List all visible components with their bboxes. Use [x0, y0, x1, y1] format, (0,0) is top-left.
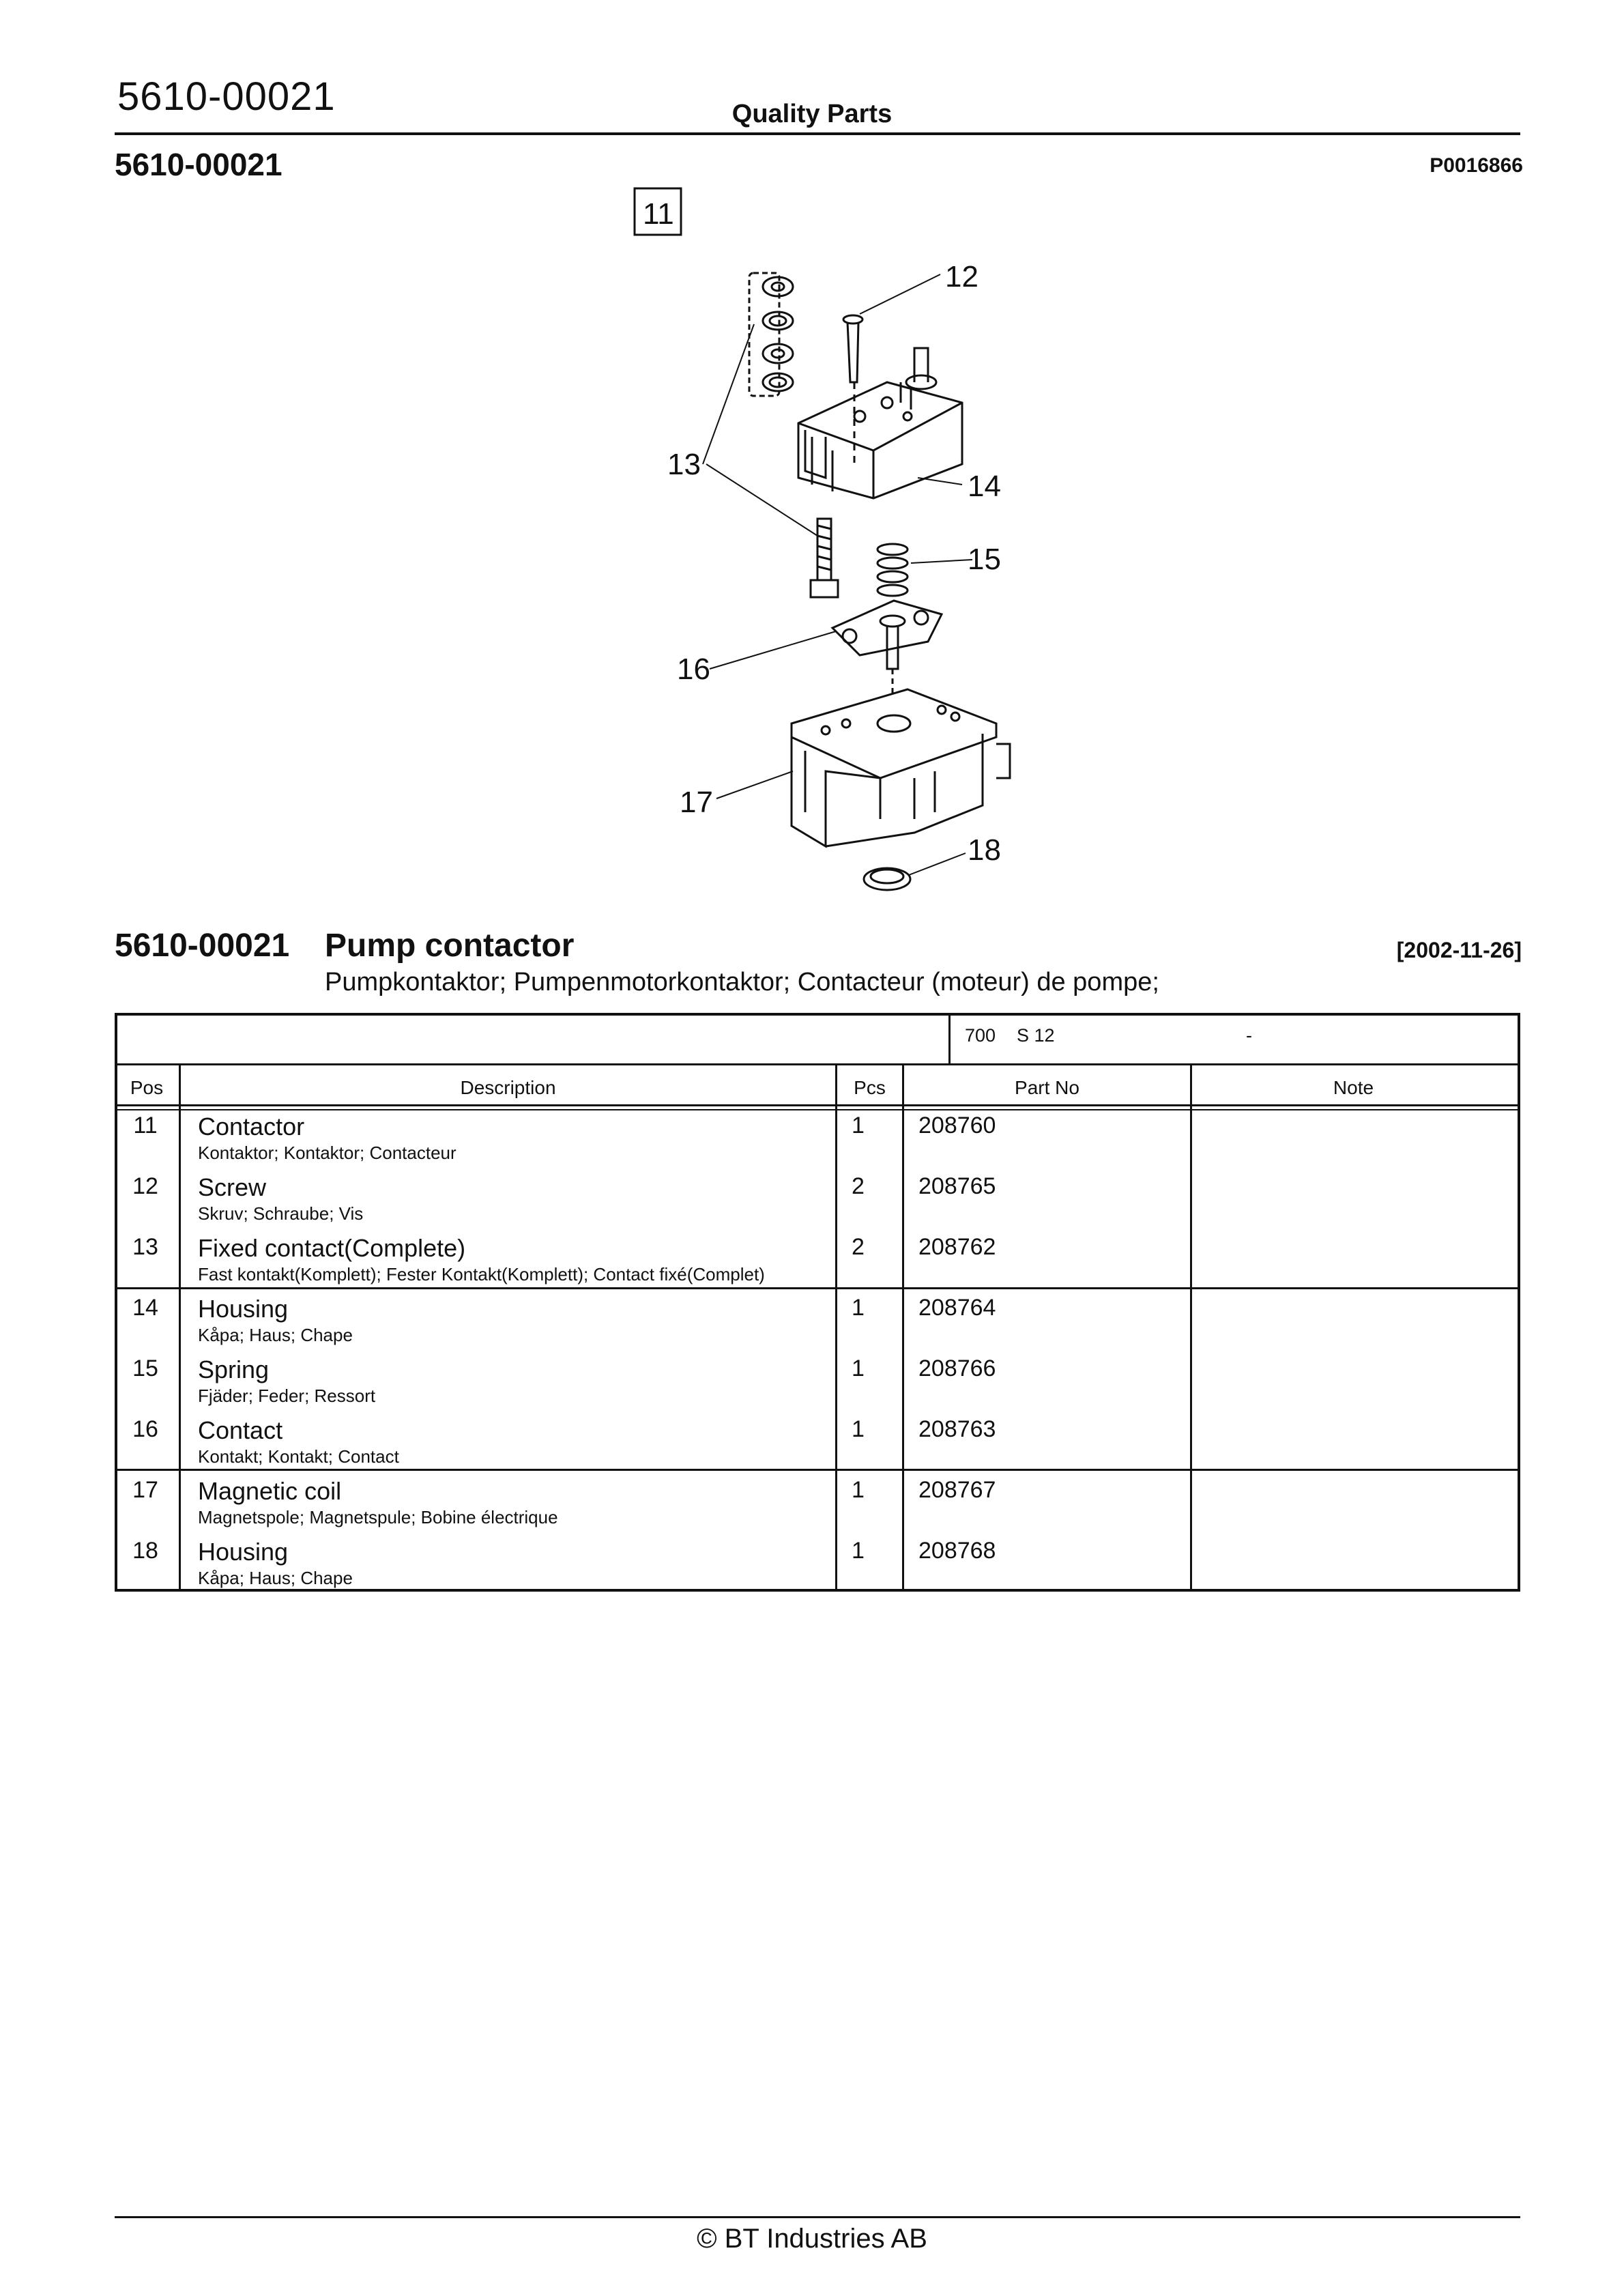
row-pos: 17: [132, 1477, 158, 1503]
row-pcs: 2: [852, 1173, 865, 1199]
model-separator: [948, 1013, 951, 1063]
row-pcs: 1: [852, 1113, 865, 1138]
callout-18: 18: [968, 833, 1001, 867]
row-pcs: 1: [852, 1416, 865, 1442]
table-header-rule-bottom: [115, 1104, 1520, 1106]
document-code: 5610-00021: [115, 147, 282, 182]
top-part-code: 5610-00021: [117, 74, 336, 119]
spring-part: [878, 544, 908, 596]
row-description: Spring: [198, 1355, 270, 1383]
fixed-contact-bolt: [811, 519, 838, 597]
part-date: [2002-11-26]: [1396, 938, 1522, 962]
row-part-no: 208767: [918, 1477, 996, 1503]
callout-12: 12: [945, 260, 978, 293]
row-part-no: 208764: [918, 1295, 996, 1321]
callout-17: 17: [680, 786, 713, 819]
row-translations: Kontakt; Kontakt; Contact: [198, 1446, 399, 1467]
row-pcs: 1: [852, 1355, 865, 1381]
housing-ring-part: [864, 868, 910, 890]
row-pos: 12: [132, 1173, 158, 1199]
callout-11: 11: [643, 197, 674, 231]
group-separator: [115, 1469, 1520, 1471]
copyright: © BT Industries AB: [697, 2224, 927, 2254]
part-code: 5610-00021: [115, 928, 290, 964]
col-header-description: Description: [460, 1077, 556, 1098]
row-description: Fixed contact(Complete): [198, 1234, 466, 1262]
exploded-parts-diagram: [600, 177, 1078, 901]
row-translations: Magnetspole; Magnetspule; Bobine électrique: [198, 1507, 558, 1527]
row-pos: 16: [132, 1416, 158, 1442]
table-header-rule-top: [115, 1063, 1520, 1065]
col-header-pos: Pos: [130, 1077, 164, 1098]
row-translations: Kåpa; Haus; Chape: [198, 1568, 353, 1588]
part-title: Pump contactor: [325, 928, 575, 964]
col-sep-partno: [1190, 1063, 1192, 1589]
nut-washer-stack: [749, 273, 793, 396]
row-pcs: 2: [852, 1234, 865, 1260]
row-part-no: 208763: [918, 1416, 996, 1442]
header-rule: [115, 132, 1520, 135]
callout-14: 14: [968, 470, 1001, 503]
model-series: 700: [965, 1025, 996, 1046]
table-header-rule-double: [115, 1109, 1520, 1110]
row-description: Magnetic coil: [198, 1477, 342, 1505]
brand-title: Quality Parts: [731, 100, 893, 128]
row-pcs: 1: [852, 1295, 865, 1321]
callout-15: 15: [968, 543, 1001, 576]
callout-13: 13: [667, 448, 701, 481]
magnetic-coil-part: [792, 689, 1010, 846]
part-translations: Pumpkontaktor; Pumpenmotorkontaktor; Contacteur (moteur) de pompe;: [325, 968, 1159, 996]
row-part-no: 208762: [918, 1234, 996, 1260]
row-description: Screw: [198, 1173, 267, 1201]
drawing-reference: P0016866: [1430, 154, 1523, 177]
model-dash: -: [1246, 1025, 1252, 1046]
callout-16: 16: [677, 652, 710, 686]
row-pcs: 1: [852, 1477, 865, 1503]
col-header-pcs: Pcs: [854, 1077, 886, 1098]
group-separator: [115, 1287, 1520, 1289]
row-part-no: 208768: [918, 1538, 996, 1564]
row-pos: 11: [133, 1113, 158, 1138]
row-translations: Skruv; Schraube; Vis: [198, 1203, 364, 1224]
row-description: Housing: [198, 1295, 289, 1323]
housing-part: [798, 348, 962, 498]
row-part-no: 208760: [918, 1113, 996, 1138]
screw-part: [843, 315, 862, 464]
row-description: Housing: [198, 1538, 289, 1566]
model-variant: S 12: [1017, 1025, 1055, 1046]
col-header-note: Note: [1333, 1077, 1374, 1098]
row-pos: 13: [132, 1234, 158, 1260]
row-translations: Kontaktor; Kontaktor; Contacteur: [198, 1143, 456, 1163]
contact-part: [832, 601, 942, 696]
row-translations: Kåpa; Haus; Chape: [198, 1325, 353, 1345]
row-translations: Fast kontakt(Komplett); Fester Kontakt(Komplett); Contact fixé(Complet): [198, 1264, 765, 1285]
row-part-no: 208766: [918, 1355, 996, 1381]
col-sep-pcs: [902, 1063, 904, 1589]
row-pos: 18: [132, 1538, 158, 1564]
row-pos: 15: [132, 1355, 158, 1381]
row-description: Contactor: [198, 1113, 305, 1140]
row-pos: 14: [132, 1295, 158, 1321]
row-pcs: 1: [852, 1538, 865, 1564]
row-translations: Fjäder; Feder; Ressort: [198, 1386, 376, 1406]
col-sep-desc: [835, 1063, 837, 1589]
col-header-part-no: Part No: [1015, 1077, 1079, 1098]
row-description: Contact: [198, 1416, 283, 1444]
footer-rule: [115, 2216, 1520, 2218]
row-part-no: 208765: [918, 1173, 996, 1199]
col-sep-pos: [179, 1063, 181, 1589]
